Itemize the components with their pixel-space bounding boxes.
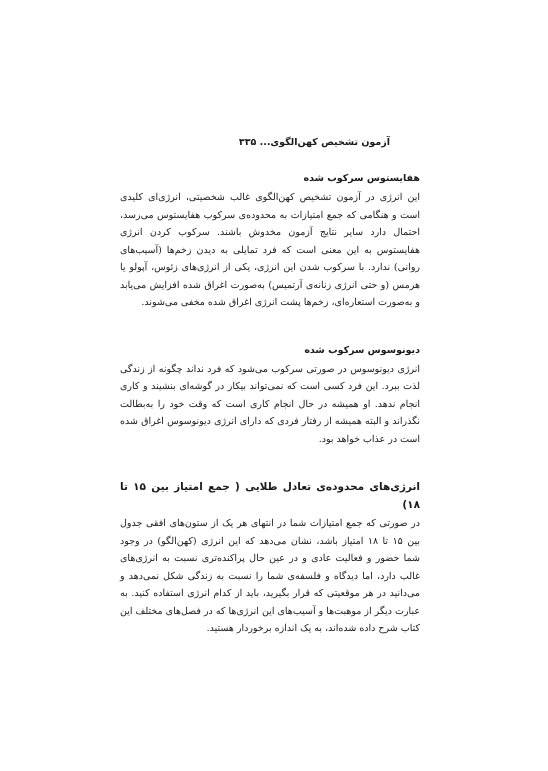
section-heading: هفایستوس سرکوب شده [303,173,420,184]
section-paragraph: این انرژی در آزمون تشخیص کهن‌الگوی غالب شخصیتی، انرژی‌ای کلیدی است و هنگامی که جمع امتیازات به محدوده‌ی سرکوب هفایستوس می‌رسد، احتمال دارد سایر نتایج آزمون مخدوش باشند. سرکوب کردن انرژی هفایستوس به این معنی است که فرد تمایلی به دیدن زخم‌ها (آسیب‌های روانی) ندارد. با سرکوب شدن این انرژی، یکی از انرژی‌های زئوس، آپولو یا هرمس (و حتی انرژی زنانه‌ی آرتمیس) به‌صورت اغراق شده افزایش می‌یابد و به‌صورت استعاره‌ای، زخم‌ها پشت انرژی اغراق شده مخفی می‌شوند. [120,192,420,308]
running-header [150,137,390,153]
running-header-title: آزمون تشخیص کهن‌الگوی... [259,137,390,148]
section-suppressed-dionysus [120,342,420,449]
section-suppressed-hephaestus [120,170,420,312]
page-body [120,170,420,668]
section-heading: انرژی‌های محدوده‌ی تعادل طلایی ( جمع امتیاز بین ۱۵ تا ۱۸) [120,481,421,511]
section-heading: دیونوسوس سرکوب شده [304,344,420,356]
section-golden-balance [120,478,420,638]
page-number: ۳۳۵ [238,137,257,148]
section-paragraph: انرژی دیونوسوس در صورتی سرکوب می‌شود که فرد نداند چگونه از زندگی لذت ببرد. این فرد کسی است که نمی‌تواند بیکار در گوشه‌ای بنشیند و کاری انجام ندهد. او همیشه در حال انجام کاری است که وقت خود را به‌بطالت نگذراند و البته همیشه از رفتار فردی که دارای انرژی دیونوسوس اغراق شده است در عذاب خواهد بود. [120,363,420,445]
section-paragraph: در صورتی که جمع امتیازات شما در انتهای هر یک از ستون‌های افقی جدول بین ۱۵ تا ۱۸ امتیاز باشد، نشان می‌دهد که این انرژی (کهن‌الگو) در وجود شما حضور و فعالیت عادی و در عین حال پراکنده‌تری نسبت به انرژی‌های غالب دارد، اما دیدگاه و فلسفه‌ی شما را نسبت به زندگی شکل نمی‌دهد و می‌دانید در هر موقعیتی که قرار بگیرید، باید از کدام انرژی استفاده کنید. به عبارت دیگر از موهبت‌ها و آسیب‌های این انرژی‌ها که در فصل‌های مختلف این کتاب شرح داده شده‌اند، به یک اندازه برخوردار هستید. [120,518,421,634]
